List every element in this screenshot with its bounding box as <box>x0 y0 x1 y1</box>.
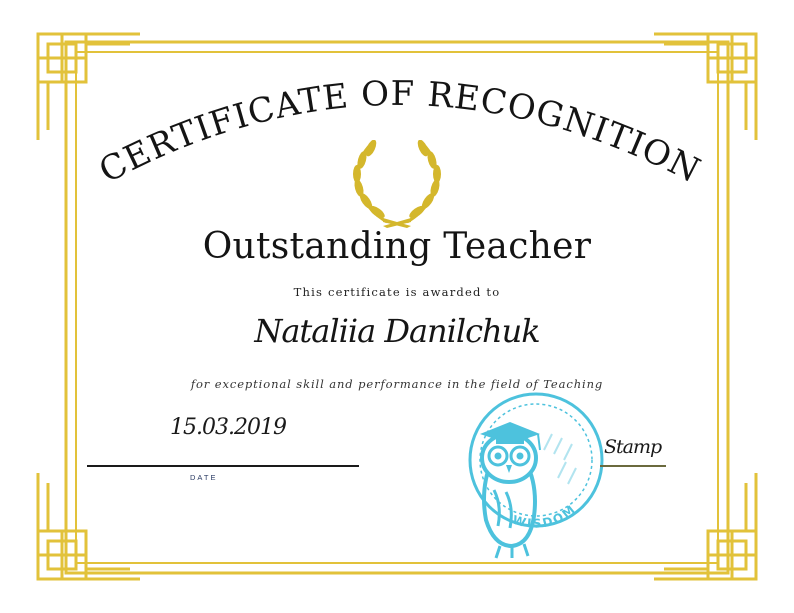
laurel-wreath-icon <box>347 140 447 228</box>
date-value: 15.03.2019 <box>170 415 286 440</box>
stamp-signature-line <box>600 465 666 467</box>
date-label: DATE <box>190 473 218 482</box>
awarded-to-line: This certificate is awarded to <box>293 285 501 299</box>
certificate-title: CERTIFICATE OF RECOGNITION <box>92 73 707 192</box>
svg-text:WISDOM <box>511 501 579 530</box>
recipient-name: Nataliia Danilchuk <box>254 312 540 350</box>
date-signature-line <box>87 465 359 467</box>
owl-wisdom-stamp <box>440 388 610 563</box>
award-headline: Outstanding Teacher <box>202 226 592 267</box>
stamp-label: Stamp <box>604 436 662 458</box>
stamp-ring-text: WISDOM <box>510 501 580 531</box>
award-reason: for exceptional skill and performance in the field of Teaching <box>190 377 604 391</box>
